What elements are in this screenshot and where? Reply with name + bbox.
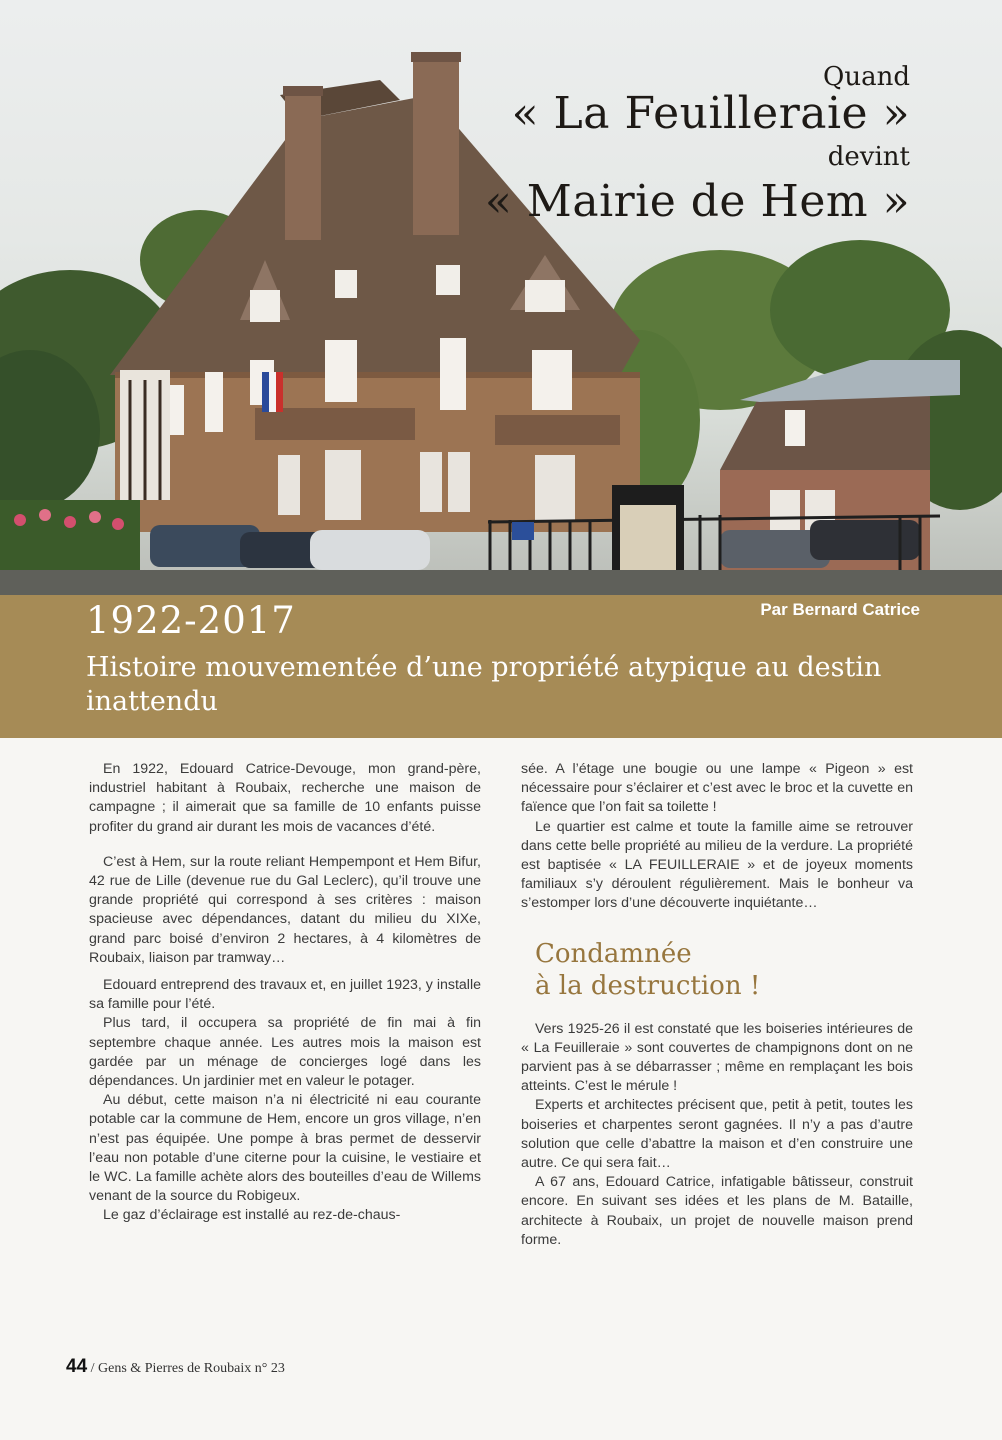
page-footer: [66, 1356, 285, 1378]
article-subtitle: Histoire mouvementée d’une propriété atypique au destin inattendu: [86, 652, 882, 717]
page-number: 44: [66, 1356, 88, 1377]
left-column: [89, 760, 481, 1226]
right-column: [521, 760, 913, 1250]
paragraph: A 67 ans, Edouard Catrice, infatigable bâtisseur, construit encore. En suivant ses idées et les plans de M. Bataille, architecte à Roubaix, un projet de nouvelle maison prend forme.: [521, 1174, 913, 1248]
paragraph: Le quartier est calme et toute la famille aime se retrouver dans cette belle propriété au milieu de la verdure. La propriété est baptisée « LA FEUILLERAIE » et de joyeux moments familiaux s’y déroulent régulièrement. Mais le bonheur va s’estomper lors d’une découverte inquiétante…: [521, 818, 913, 912]
title-line-1: Quand: [823, 62, 910, 92]
title-line-3: devint: [827, 142, 910, 172]
paragraph: Vers 1925-26 il est constaté que les boiseries intérieures de « La Feuilleraie » sont couvertes de champignons dont on ne parvient pas à se débarrasser ; même en remplaçant les bois atteints. C’est le mérule !: [521, 1020, 913, 1095]
paragraph: Edouard entreprend des travaux et, en juillet 1923, y installe sa famille pour l’été.: [89, 977, 481, 1013]
publication-name: / Gens & Pierres de Roubaix n° 23: [90, 1361, 285, 1376]
title-line-2: « La Feuilleraie »: [511, 88, 910, 139]
paragraph: En 1922, Edouard Catrice-Devouge, mon grand-père, industriel habitant à Roubaix, recherche une maison de campagne ; il aimerait que sa famille de 10 enfants puisse profiter du grand air durant les mois de vacances d’été.: [89, 761, 481, 835]
years-heading: 1922-2017: [86, 599, 296, 642]
paragraph: sée. A l’étage une bougie ou une lampe « Pigeon » est nécessaire pour s’éclairer et c’est avec le broc et la cuvette en faïence que l’on fait sa toilette !: [521, 761, 913, 816]
section-heading-line-2: à la destruction !: [535, 970, 761, 1001]
article-title: [484, 62, 910, 227]
paragraph: Experts et architectes précisent que, petit à petit, toutes les boiseries et charpentes seront gagnées. Il n’y a pas d’autre solution que celle d’abattre la maison et d’en construire une autre. Ce qui sera fait…: [521, 1097, 913, 1172]
paragraph: Au début, cette maison n’a ni électricité ni eau courante potable car la commune de Hem, encore un gros village, n’en n’est pas équipée. Une pompe à bras permet de desservir l’eau non potable d’une citerne pour la cuisine, le vestiaire et le WC. La famille achète alors des bouteilles d’eau de Willems venant de la source du Robigeux.: [89, 1092, 481, 1205]
header-band: [0, 595, 1002, 738]
title-line-4: « Mairie de Hem »: [484, 176, 910, 227]
paragraph: Le gaz d’éclairage est installé au rez-de-chaus-: [103, 1207, 401, 1224]
section-heading: [535, 938, 913, 1002]
section-heading-line-1: Condamnée: [535, 938, 692, 969]
author-byline: Par Bernard Catrice: [760, 600, 920, 619]
paragraph: Plus tard, il occupera sa propriété de fin mai à fin septembre chaque année. Les autres mois la maison est gardée par un ménage de concierges logé dans les dépendances. Un jardinier met en valeur le potager.: [89, 1015, 481, 1090]
paragraph: C’est à Hem, sur la route reliant Hempempont et Hem Bifur, 42 rue de Lille (devenue rue du Gal Leclerc), qu’il trouve une grande propriété qui correspond à ses critères : maison spacieuse avec dépendances, datant du milieu du XIXe, grand parc boisé d’environ 2 hectares, à 4 kilomètres de Roubaix, liaison par tramway…: [89, 853, 481, 966]
